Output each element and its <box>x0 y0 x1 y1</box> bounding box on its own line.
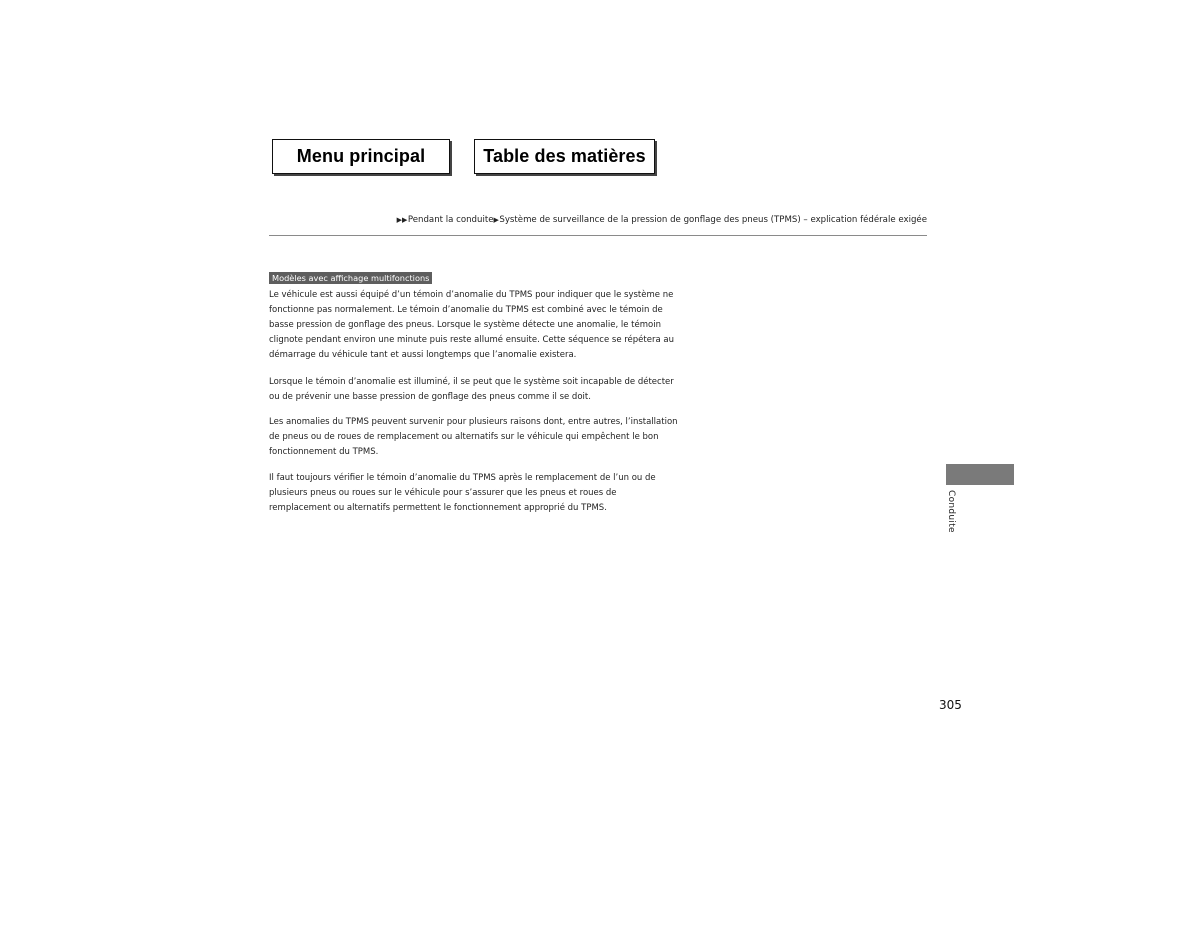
breadcrumb <box>397 215 927 225</box>
paragraph-check-indicator: Il faut toujours vérifier le témoin d’anomalie du TPMS après le remplacement de l’un ou de plusieurs pneus ou roues sur le véhicule pour s’assurer que les pneus et roues de remplacement ou alternatifs permettent le fonctionnement approprié du TPMS. <box>269 473 656 513</box>
right-triangle-icon: ▶▶ <box>396 216 408 224</box>
header-divider <box>269 235 927 236</box>
main-menu-label: Menu principal <box>296 146 426 166</box>
breadcrumb-level-2: Système de surveillance de la pression de gonflage des pneus (TPMS) – explication fédérale exigée <box>499 215 927 225</box>
table-of-contents-button[interactable] <box>474 139 655 174</box>
paragraph-malfunction-causes: Les anomalies du TPMS peuvent survenir pour plusieurs raisons dont, entre autres, l’installation de pneus ou de roues de remplacement ou alternatifs sur le véhicule qui empêchent le bon fonctionnement du TPMS. <box>269 417 678 457</box>
section-tab <box>946 464 1014 485</box>
right-triangle-icon: ▶ <box>493 216 499 224</box>
paragraph-malfunction-indicator: Le véhicule est aussi équipé d’un témoin d’anomalie du TPMS pour indiquer que le système ne fonctionne pas normalement. Le témoin d’anomalie du TPMS est combiné avec le témoin de basse pression de gonflage des pneus. Lorsque le système détecte une anomalie, le témoin clignote pendant environ une minute puis reste allumé ensuite. Cette séquence se répétera au démarrage du véhicule tant et aussi longtemps que l’anomalie existera. <box>269 290 674 360</box>
model-tag: Modèles avec affichage multifonctions <box>269 272 432 284</box>
section-label: Conduite <box>946 490 956 533</box>
main-menu-button[interactable] <box>272 139 450 174</box>
page-number: 305 <box>939 698 962 712</box>
paragraph-indicator-lit: Lorsque le témoin d’anomalie est illuminé, il se peut que le système soit incapable de détecter ou de prévenir une basse pression de gonflage des pneus comme il se doit. <box>269 377 674 402</box>
toc-label: Table des matières <box>483 146 646 166</box>
breadcrumb-level-1: Pendant la conduite <box>407 215 494 225</box>
